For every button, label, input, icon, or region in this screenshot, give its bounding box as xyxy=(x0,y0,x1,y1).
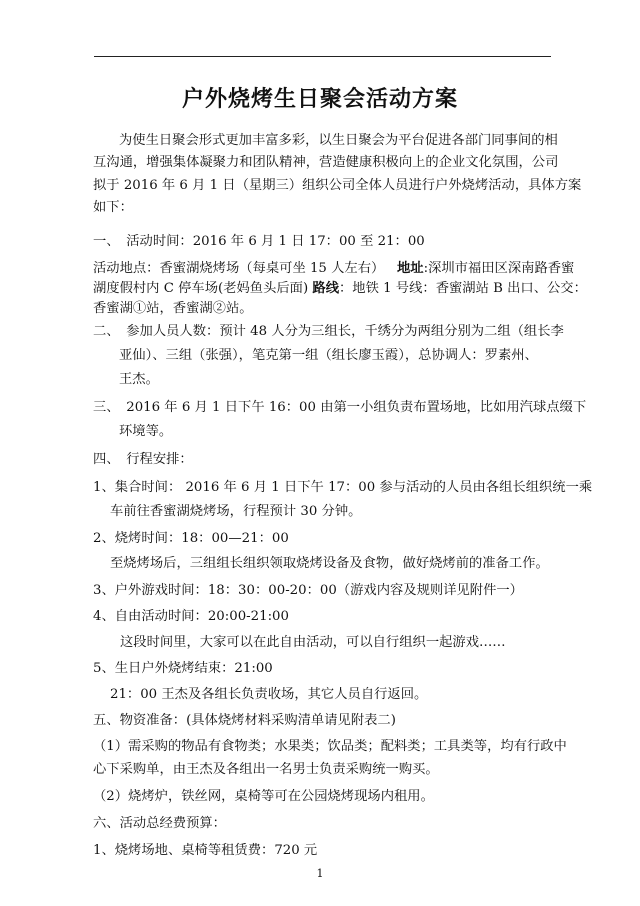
address-label: 地址 xyxy=(397,261,424,276)
section-5-para-2: （2）烧烤炉，铁丝网，桌椅等可在公园烧烤现场内租用。 xyxy=(93,789,434,804)
intro-line-4: 如下： xyxy=(93,200,133,215)
schedule-item-4: 4、自由活动时间：20:00-21:00 xyxy=(93,609,289,624)
intro-line-2: 互沟通，增强集体凝聚力和团队精神，营造健康积极向上的企业文化氛围，公司 xyxy=(93,155,559,170)
document-title: 户外烧烤生日聚会活动方案 xyxy=(181,87,458,112)
intro-line-3: 拟于 2016 年 6 月 1 日（星期三）组织公司全体人员进行户外烧烤活动，具体方案 xyxy=(93,178,582,193)
page-number: 1 xyxy=(316,867,324,880)
route-text: ：地铁 1 号线：香蜜湖站 B 出口、公交： xyxy=(339,281,587,296)
route-label: 路线 xyxy=(312,281,339,296)
section-6-item-1: 1、烧烤场地、桌椅等租赁费：720 元 xyxy=(93,843,318,858)
schedule-item-4-desc: 这段时间里，大家可以在此自由活动，可以自行组织一起游戏…… xyxy=(120,635,506,650)
schedule-item-1-line-1: 1、集合时间： 2016 年 6 月 1 日下午 17：00 参与活动的人员由各组长组织统一乘 xyxy=(93,480,593,495)
schedule-item-5: 5、生日户外烧烤结束：21:00 xyxy=(93,661,273,676)
schedule-item-2: 2、烧烤时间：18：00—21：00 xyxy=(93,531,289,546)
section-2-line-3: 王杰。 xyxy=(119,372,159,387)
section-2-line-2: 亚仙）、三组（张强），笔克第一组（组长廖玉霞），总协调人：罗素州、 xyxy=(119,348,538,363)
section-5-para-1-line-1: （1）需采购的物品有食物类；水果类；饮品类；配料类；工具类等，均有行政中 xyxy=(93,739,567,754)
section-2-line-1: 二、 参加人员人数：预计 48 人分为三组长，千绣分为两组分别为二组（组长李 xyxy=(93,324,564,339)
intro-line-1: 为使生日聚会形式更加丰富多彩，以生日聚会为平台促进各部门同事间的相 xyxy=(119,133,558,148)
location-line-1 xyxy=(93,258,574,280)
section-1-time: 一、 活动时间：2016 年 6 月 1 日 17：00 至 21：00 xyxy=(93,234,425,249)
schedule-item-3: 3、户外游戏时间：18：30：00-20：00（游戏内容及规则详见附件一） xyxy=(93,583,523,598)
location-detail: 湖度假村内 C 停车场(老妈鱼头后面) xyxy=(93,281,309,296)
schedule-item-5-desc: 21：00 王杰及各组长负责收场，其它人员自行返回。 xyxy=(110,687,428,702)
schedule-item-1-line-2: 车前往香蜜湖烧烤场，行程预计 30 分钟。 xyxy=(110,504,362,519)
header-rule xyxy=(94,56,551,57)
location-label: 活动地点：香蜜湖烧烤场（每桌可坐 15 人左右） xyxy=(93,261,385,276)
address-text: :深圳市福田区深南路香蜜 xyxy=(423,261,575,276)
section-3-line-1: 三、 2016 年 6 月 1 日下午 16：00 由第一小组负责布置场地，比如用汽球点缀下 xyxy=(93,400,587,415)
section-5-heading: 五、物资准备：(具体烧烤材料采购清单请见附表二) xyxy=(93,713,396,728)
section-6-heading: 六、活动总经费预算： xyxy=(93,816,226,831)
section-4-heading: 四、 行程安排： xyxy=(93,452,193,467)
section-3-line-2: 环境等。 xyxy=(119,424,173,439)
location-line-2 xyxy=(93,278,587,300)
schedule-item-2-desc: 至烧烤场后，三组组长组织领取烧烤设备及食物，做好烧烤前的准备工作。 xyxy=(110,556,549,571)
location-line-3: 香蜜湖①站，香蜜湖②站。 xyxy=(93,301,253,316)
section-5-para-1-line-2: 心下采购单，由王杰及各组出一名男士负责采购统一购买。 xyxy=(93,762,439,777)
